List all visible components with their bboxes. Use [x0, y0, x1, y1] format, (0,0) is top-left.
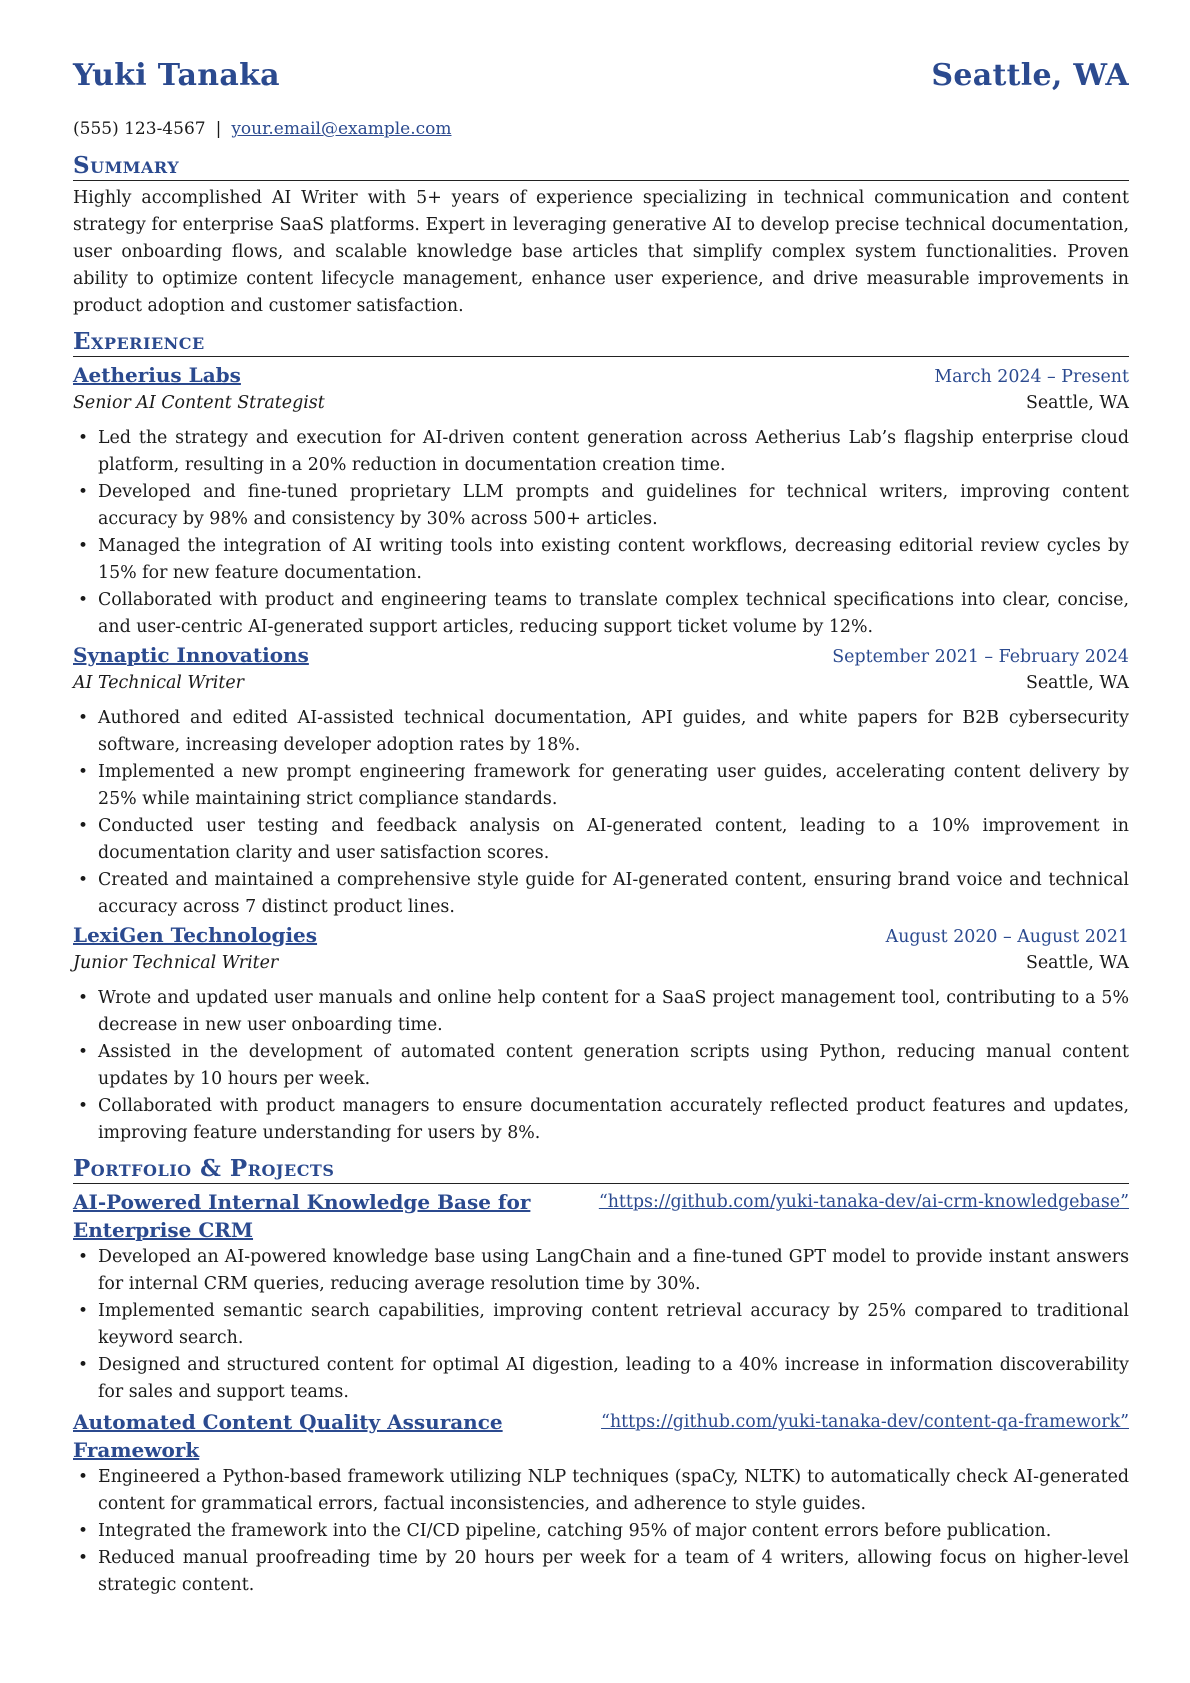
bullet-item: • Led the strategy and execution for AI-driven content generation across Aetherius Lab’s flagship enterprise cloud platform, resulting in a 20% reduction in documentation creation time. [73, 425, 1129, 479]
project-title[interactable]: Automated Content Quality Assurance Framework [73, 1410, 503, 1462]
bullet-item: • Managed the integration of AI writing tools into existing content workflows, decreasing editorial review cycles by 15% for new feature documentation. [73, 533, 1129, 587]
summary-text: Highly accomplished AI Writer with 5+ years of experience specializing in technical communication and content strategy for enterprise SaaS platforms. Expert in leveraging generative AI to develop precise technical documentation, user onboarding flows, and scalable knowledge base articles that simplify complex system functionalities. Proven ability to optimize content lifecycle management, enhance user experience, and drive measurable improvements in product adoption and customer satisfaction. [73, 188, 1129, 316]
bullet-item: • Created and maintained a comprehensive style guide for AI-generated content, ensuring brand voice and technical accuracy across 7 distinct product lines. [73, 867, 1129, 921]
bullet-item: • Wrote and updated user manuals and online help content for a SaaS project management tool, contributing to a 5% decrease in new user onboarding time. [73, 985, 1129, 1039]
job-location: Seattle, WA [1025, 673, 1129, 693]
bullet-item: • Implemented semantic search capabilities, improving content retrieval accuracy by 25% compared to traditional keyword search. [73, 1298, 1129, 1352]
job-role: AI Technical Writer [73, 673, 244, 693]
bullet-item: • Assisted in the development of automated content generation scripts using Python, reducing manual content updates by 10 hours per week. [73, 1039, 1129, 1093]
bullet-item: • Conducted user testing and feedback analysis on AI-generated content, leading to a 10% improvement in documentation clarity and user satisfaction scores. [73, 813, 1129, 867]
bullet-item: • Authored and edited AI-assisted technical documentation, API guides, and white papers for B2B cybersecurity software, increasing developer adoption rates by 18%. [73, 705, 1129, 759]
company-name[interactable]: Aetherius Labs [73, 363, 241, 387]
job-bullets [73, 425, 1129, 641]
bullet-item: • Integrated the framework into the CI/CD pipeline, catching 95% of major content errors before publication. [73, 1518, 1129, 1545]
project-entry [73, 1408, 1129, 1599]
header-location: Seattle, WA [931, 58, 1129, 93]
project-entry [73, 1188, 1129, 1406]
section-title-summary: Summary [73, 152, 1129, 181]
job-dates: August 2020 – August 2021 [885, 927, 1129, 947]
job-role: Senior AI Content Strategist [73, 393, 325, 413]
bullet-item: • Implemented a new prompt engineering framework for generating user guides, accelerating content delivery by 25% while maintaining strict compliance standards. [73, 759, 1129, 813]
job-entry [73, 641, 1129, 921]
company-name[interactable]: Synaptic Innovations [73, 643, 309, 667]
contact-line [73, 114, 1129, 144]
job-bullets [73, 985, 1129, 1147]
job-dates: March 2024 – Present [934, 367, 1129, 387]
phone-number: (555) 123-4567 [73, 119, 206, 139]
project-bullets [73, 1464, 1129, 1599]
bullet-item: • Engineered a Python-based framework utilizing NLP techniques (spaCy, NLTK) to automatically check AI-generated content for grammatical errors, factual inconsistencies, and adherence to style guides. [73, 1464, 1129, 1518]
project-bullets [73, 1244, 1129, 1406]
job-location: Seattle, WA [1025, 953, 1129, 973]
project-link[interactable]: “https://github.com/yuki-tanaka-dev/content-qa-framework” [601, 1412, 1129, 1432]
job-entry [73, 361, 1129, 641]
resume-header [73, 58, 1129, 112]
resume-content [73, 58, 1129, 1599]
company-name[interactable]: LexiGen Technologies [73, 923, 318, 947]
project-title[interactable]: AI-Powered Internal Knowledge Base for Enterprise CRM [73, 1190, 531, 1242]
bullet-item: • Developed and fine-tuned proprietary LLM prompts and guidelines for technical writers, improving content accuracy by 98% and consistency by 30% across 500+ articles. [73, 479, 1129, 533]
section-title-experience: Experience [73, 328, 1129, 357]
candidate-name: Yuki Tanaka [73, 58, 280, 93]
job-location: Seattle, WA [1025, 393, 1129, 413]
job-entry [73, 921, 1129, 1147]
email-link[interactable]: your.email@example.com [231, 119, 452, 139]
section-title-projects: Portfolio & Projects [73, 1155, 1129, 1184]
job-bullets [73, 705, 1129, 921]
bullet-item: • Collaborated with product and engineering teams to translate complex technical specifications into clear, concise, and user-centric AI-generated support articles, reducing support ticket volume by 12%. [73, 587, 1129, 641]
job-dates: September 2021 – February 2024 [832, 647, 1129, 667]
bullet-item: • Developed an AI-powered knowledge base using LangChain and a fine-tuned GPT model to provide instant answers for internal CRM queries, reducing average resolution time by 30%. [73, 1244, 1129, 1298]
bullet-item: • Designed and structured content for optimal AI digestion, leading to a 40% increase in information discoverability for sales and support teams. [73, 1352, 1129, 1406]
job-role: Junior Technical Writer [73, 953, 279, 973]
project-link[interactable]: “https://github.com/yuki-tanaka-dev/ai-crm-knowledgebase” [598, 1192, 1129, 1212]
bullet-item: • Reduced manual proofreading time by 20 hours per week for a team of 4 writers, allowing focus on higher-level strategic content. [73, 1545, 1129, 1599]
contact-separator: | [215, 119, 222, 139]
bullet-item: • Collaborated with product managers to ensure documentation accurately reflected product features and updates, improving feature understanding for users by 8%. [73, 1093, 1129, 1147]
